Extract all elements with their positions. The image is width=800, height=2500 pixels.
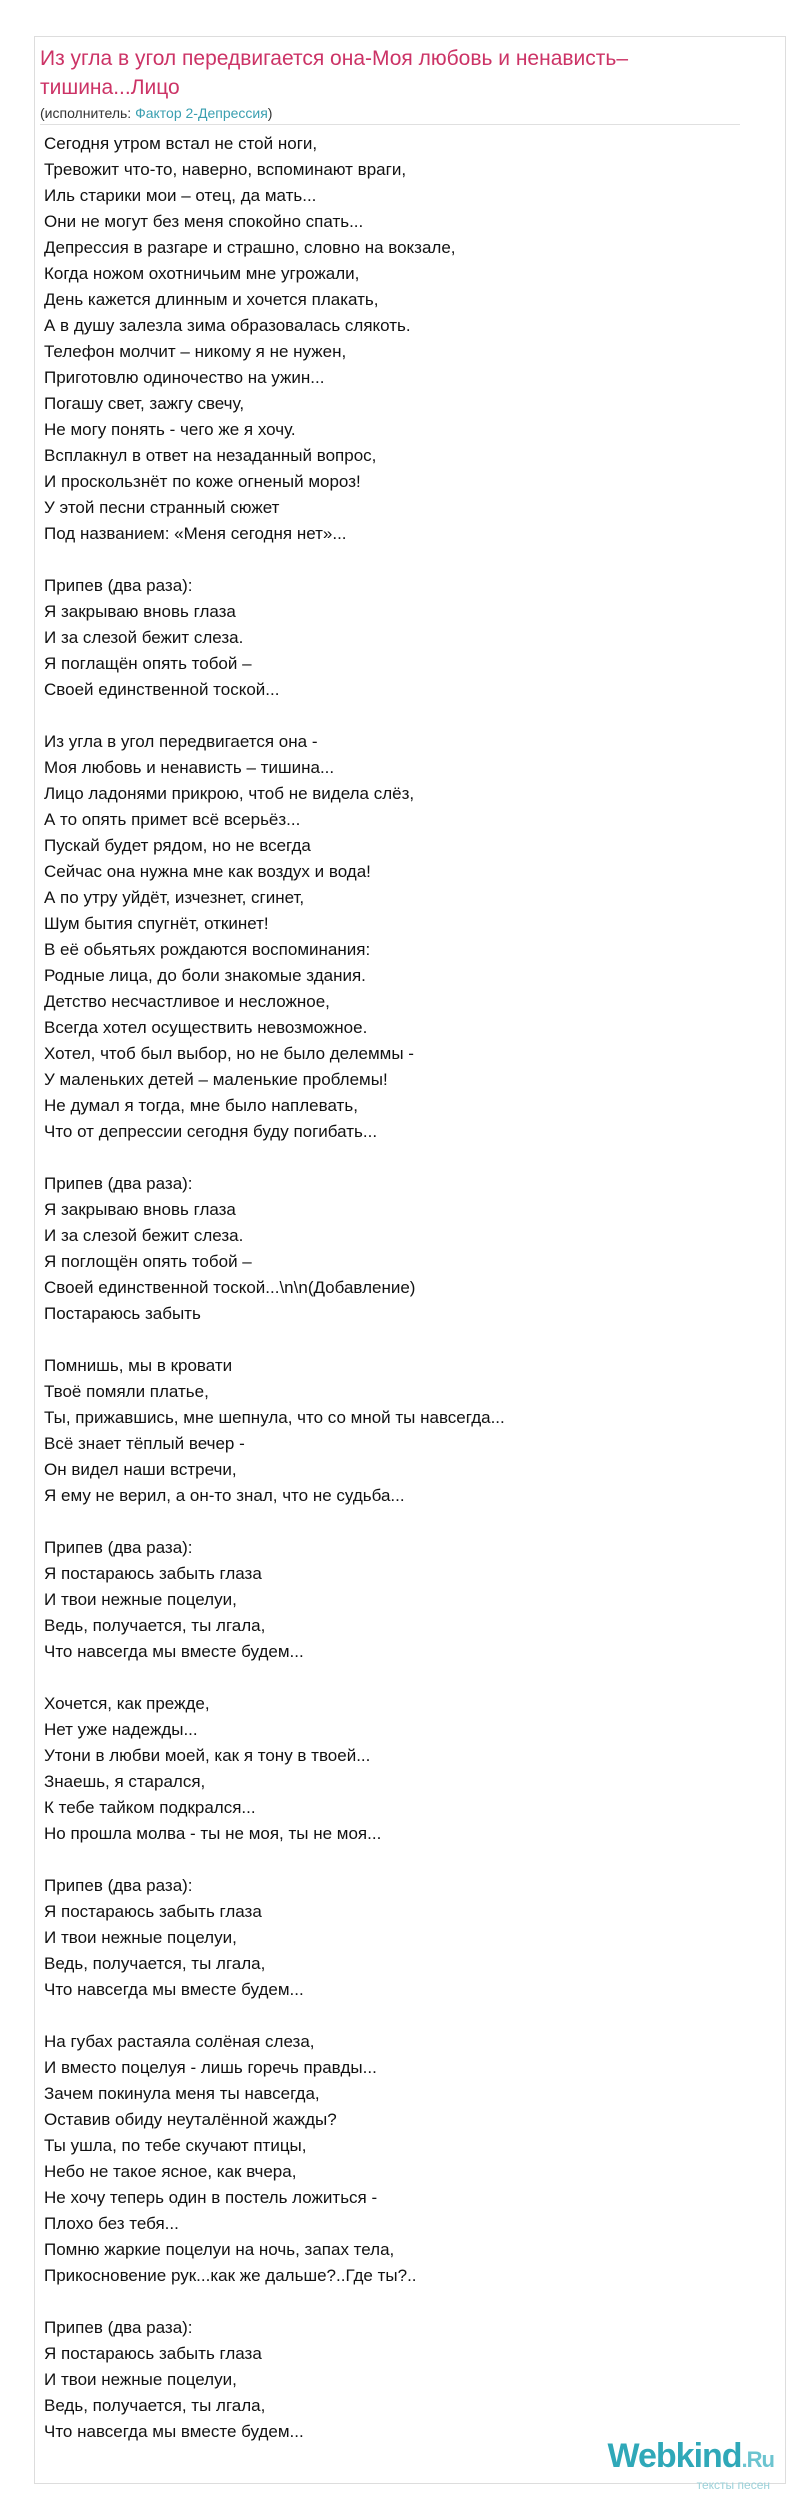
lyric-line: Припев (два раза): [44, 1538, 193, 1557]
lyric-line: Что навсегда мы вместе будем... [44, 2422, 304, 2441]
lyric-line: Они не могут без меня спокойно спать... [44, 212, 364, 231]
stanza-gap [44, 547, 744, 573]
lyric-line: Своей единственной тоской... [44, 680, 280, 699]
lyric-line: А по утру уйдёт, изчезнет, сгинет, [44, 888, 305, 907]
lyric-line: Он видел наши встречи, [44, 1460, 237, 1479]
stanza-gap [44, 2003, 744, 2029]
logo-tagline: тексты песен [696, 2478, 770, 2492]
lyric-line: И за слезой бежит слеза. [44, 628, 244, 647]
lyric-line: Когда ножом охотничьим мне угрожали, [44, 264, 360, 283]
song-header [40, 44, 740, 121]
lyric-line: Сейчас она нужна мне как воздух и вода! [44, 862, 371, 881]
lyric-line: У маленьких детей – маленькие проблемы! [44, 1070, 388, 1089]
lyric-line: Я закрываю вновь глаза [44, 1200, 236, 1219]
lyric-line: Я постараюсь забыть глаза [44, 2344, 262, 2363]
lyric-line: Всё знает тёплый вечер - [44, 1434, 245, 1453]
lyric-line: А то опять примет всё всерьёз... [44, 810, 301, 829]
lyric-line: На губах растаяла солёная слеза, [44, 2032, 315, 2051]
lyric-line: Под названием: «Меня сегодня нет»... [44, 524, 347, 543]
lyric-line: Я поглощён опять тобой – [44, 1252, 252, 1271]
stanza-gap [44, 1327, 744, 1353]
lyric-line: Помнишь, мы в кровати [44, 1356, 233, 1375]
lyric-line: Ведь, получается, ты лгала, [44, 1954, 266, 1973]
lyric-line: Помню жаркие поцелуи на ночь, запах тела, [44, 2240, 395, 2259]
webkind-logo[interactable] [554, 2438, 774, 2492]
lyric-line: День кажется длинным и хочется плакать, [44, 290, 379, 309]
lyric-line: Хочется, как прежде, [44, 1694, 210, 1713]
lyric-line: Ведь, получается, ты лгала, [44, 1616, 266, 1635]
lyric-line: Оставив обиду неуталённой жажды? [44, 2110, 337, 2129]
lyric-line: И твои нежные поцелуи, [44, 1590, 237, 1609]
lyric-line: Прикосновение рук...как же дальше?..Где ты?.. [44, 2266, 417, 2285]
performer-link[interactable]: Фактор 2-Депрессия [135, 105, 268, 121]
lyric-line: Моя любовь и ненависть – тишина... [44, 758, 335, 777]
stanza-gap [44, 1509, 744, 1535]
lyric-line: А в душу залезла зима образовалась слякоть. [44, 316, 411, 335]
lyric-line: Я постараюсь забыть глаза [44, 1564, 262, 1583]
lyric-line: Припев (два раза): [44, 1174, 193, 1193]
header-divider [40, 124, 740, 125]
lyric-line: Шум бытия спугнёт, откинет! [44, 914, 269, 933]
lyric-line: Иль старики мои – отец, да мать... [44, 186, 317, 205]
lyric-line: Детство несчастливое и несложное, [44, 992, 330, 1011]
lyric-line: Родные лица, до боли знакомые здания. [44, 966, 366, 985]
song-title: Из угла в угол передвигается она-Моя любовь и ненависть–тишина...Лицо [40, 47, 628, 99]
lyric-line: Знаешь, я старался, [44, 1772, 206, 1791]
lyric-line: Своей единственной тоской...\n\n(Добавление) [44, 1278, 416, 1297]
stanza-gap [44, 1665, 744, 1691]
performer-prefix: (исполнитель: [40, 105, 136, 121]
lyric-line: Телефон молчит – никому я не нужен, [44, 342, 347, 361]
lyric-line: К тебе тайком подкрался... [44, 1798, 256, 1817]
stanza-gap [44, 2289, 744, 2315]
lyric-line: Небо не такое ясное, как вчера, [44, 2162, 297, 2181]
lyric-line: Всплакнул в ответ на незаданный вопрос, [44, 446, 377, 465]
lyric-line: Что навсегда мы вместе будем... [44, 1980, 304, 1999]
lyric-line: Хотел, чтоб был выбор, но не было делеммы - [44, 1044, 414, 1063]
lyric-line: В её обьятьях рождаются воспоминания: [44, 940, 371, 959]
performer-suffix: ) [267, 105, 273, 121]
lyric-line: И твои нежные поцелуи, [44, 2370, 237, 2389]
stanza-gap [44, 703, 744, 729]
lyric-line: Депрессия в разгаре и страшно, словно на вокзале, [44, 238, 456, 257]
lyric-line: Утони в любви моей, как я тону в твоей... [44, 1746, 371, 1765]
lyric-line: Постараюсь забыть [44, 1304, 201, 1323]
lyric-line: Твоё помяли платье, [44, 1382, 209, 1401]
stanza-gap [44, 1847, 744, 1873]
lyric-line: Что от депрессии сегодня буду погибать... [44, 1122, 378, 1141]
stanza-gap [44, 1145, 744, 1171]
lyric-line: Сегодня утром встал не стой ноги, [44, 134, 318, 153]
lyric-line: У этой песни странный сюжет [44, 498, 280, 517]
lyric-line: Ты, прижавшись, мне шепнула, что со мной ты навсегда... [44, 1408, 505, 1427]
logo-main-text: Webkind [607, 2437, 742, 2475]
lyric-line: Я закрываю вновь глаза [44, 602, 236, 621]
lyric-line: Припев (два раза): [44, 576, 193, 595]
lyric-line: И твои нежные поцелуи, [44, 1928, 237, 1947]
lyric-line: Тревожит что-то, наверно, вспоминают враги, [44, 160, 407, 179]
lyric-line: Всегда хотел осуществить невозможное. [44, 1018, 368, 1037]
performer-line [40, 105, 740, 121]
lyric-line: Я постараюсь забыть глаза [44, 1902, 262, 1921]
lyric-line: Я поглащён опять тобой – [44, 654, 252, 673]
lyric-line: Не могу понять - чего же я хочу. [44, 420, 296, 439]
lyric-line: И вместо поцелуя - лишь горечь правды... [44, 2058, 377, 2077]
lyric-line: Лицо ладонями прикрою, чтоб не видела слёз, [44, 784, 415, 803]
lyric-line: Припев (два раза): [44, 2318, 193, 2337]
lyric-line: И проскользнёт по коже огненый мороз! [44, 472, 361, 491]
lyric-line: Погашу свет, зажгу свечу, [44, 394, 245, 413]
lyric-line: И за слезой бежит слеза. [44, 1226, 244, 1245]
lyric-line: Нет уже надежды... [44, 1720, 198, 1739]
lyric-line: Зачем покинула меня ты навсегда, [44, 2084, 320, 2103]
logo-wordmark [554, 2438, 774, 2478]
lyric-line: Приготовлю одиночество на ужин... [44, 368, 325, 387]
lyric-line: Не хочу теперь один в постель ложиться - [44, 2188, 378, 2207]
logo-tld: .Ru [741, 2447, 774, 2472]
lyric-line: Из угла в угол передвигается она - [44, 732, 318, 751]
lyric-line: Припев (два раза): [44, 1876, 193, 1895]
lyric-line: Я ему не верил, а он-то знал, что не судьба... [44, 1486, 405, 1505]
lyric-line: Ты ушла, по тебе скучают птицы, [44, 2136, 307, 2155]
lyric-line: Ведь, получается, ты лгала, [44, 2396, 266, 2415]
lyric-line: Пускай будет рядом, но не всегда [44, 836, 311, 855]
lyric-line: Плохо без тебя... [44, 2214, 179, 2233]
lyric-line: Не думал я тогда, мне было наплевать, [44, 1096, 358, 1115]
lyric-line: Но прошла молва - ты не моя, ты не моя... [44, 1824, 382, 1843]
lyric-line: Что навсегда мы вместе будем... [44, 1642, 304, 1661]
lyrics-text [44, 131, 744, 2445]
